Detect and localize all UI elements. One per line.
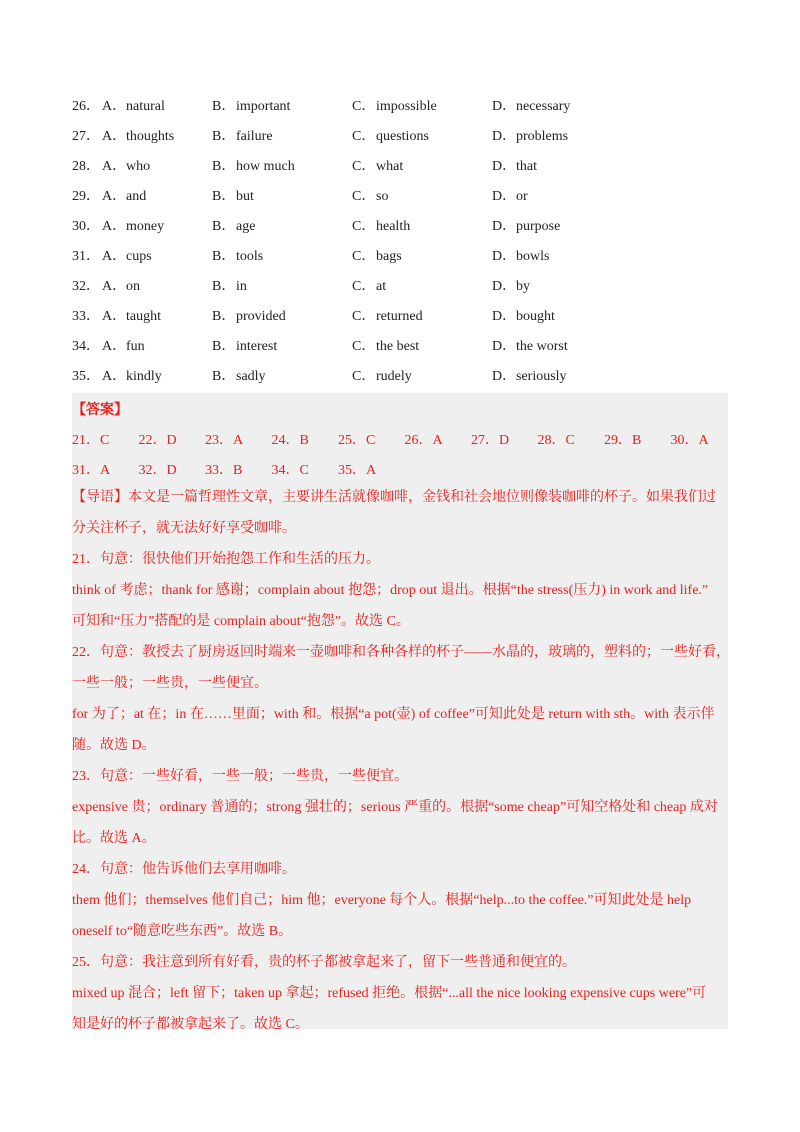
question-option-row <box>72 244 732 274</box>
option-letter: A． <box>102 279 127 294</box>
option-word: rudely <box>376 369 412 384</box>
option-choice <box>492 244 632 274</box>
question-option-row <box>72 274 732 304</box>
option-choice <box>352 304 492 334</box>
option-choice <box>352 334 492 364</box>
question-number: 30． <box>72 219 100 234</box>
option-letter: B． <box>212 309 236 324</box>
explanation-line: mixed up 混合；left 留下；taken up 拿起；refused 拒绝。根据“...all the nice looking expensive cups were”可 <box>72 986 707 1001</box>
option-word: the worst <box>516 339 568 354</box>
option-choice <box>212 154 352 184</box>
option-word: what <box>376 159 404 174</box>
option-letter: C． <box>352 279 376 294</box>
option-letter: B． <box>212 249 236 264</box>
explanation-line: 随。故选 D。 <box>72 738 156 753</box>
answer-key: 31．A <box>72 463 111 478</box>
question-number: 29． <box>72 189 100 204</box>
option-word: provided <box>236 309 286 324</box>
question-number: 27． <box>72 129 100 144</box>
guide-line: 分关注杯子，就无法好好享受咖啡。 <box>72 521 296 536</box>
option-choice <box>102 334 212 364</box>
option-choice <box>352 364 492 394</box>
option-choice <box>212 304 352 334</box>
option-letter: A． <box>102 219 127 234</box>
option-word: bags <box>376 249 402 264</box>
explanation-line: 24．句意：他告诉他们去享用咖啡。 <box>72 862 296 877</box>
option-choice <box>212 334 352 364</box>
option-letter: A． <box>102 99 127 114</box>
answer-heading: 【答案】 <box>72 403 128 418</box>
option-word: so <box>376 189 389 204</box>
option-choice <box>212 274 352 304</box>
option-choice <box>492 184 632 214</box>
option-letter: D． <box>492 339 517 354</box>
option-letter: A． <box>102 129 127 144</box>
option-word: important <box>236 99 291 114</box>
question-number: 26． <box>72 99 100 114</box>
option-choice <box>102 244 212 274</box>
option-letter: C． <box>352 99 376 114</box>
option-letter: B． <box>212 129 236 144</box>
option-word: necessary <box>516 99 571 114</box>
option-choice <box>492 364 632 394</box>
explanation-line: oneself to“随意吃些东西”。故选 B。 <box>72 924 293 939</box>
question-option-row <box>72 364 732 394</box>
option-word: how much <box>236 159 295 174</box>
answer-key: 21．C <box>72 433 110 448</box>
question-option-row <box>72 334 732 364</box>
option-letter: A． <box>102 369 127 384</box>
option-word: who <box>126 159 151 174</box>
answer-key-row-1 <box>72 429 737 449</box>
question-number: 31． <box>72 249 100 264</box>
option-letter: D． <box>492 369 517 384</box>
option-letter: C． <box>352 249 376 264</box>
option-word: by <box>516 279 530 294</box>
answer-key: 24．B <box>271 433 309 448</box>
option-choice <box>492 124 632 154</box>
option-choice <box>492 94 632 124</box>
answer-key: 30．A <box>670 433 709 448</box>
option-word: but <box>236 189 254 204</box>
option-word: cups <box>126 249 152 264</box>
explanation-line: expensive 贵；ordinary 普通的；strong 强壮的；serious 严重的。根据“some cheap”可知空格处和 cheap 成对 <box>72 800 718 815</box>
option-word: kindly <box>126 369 162 384</box>
option-word: problems <box>516 129 569 144</box>
answer-key: 34．C <box>271 463 309 478</box>
option-letter: C． <box>352 339 376 354</box>
question-number: 33． <box>72 309 100 324</box>
answer-key: 28．C <box>537 433 575 448</box>
option-letter: C． <box>352 159 376 174</box>
question-number: 35． <box>72 369 100 384</box>
question-option-row <box>72 214 732 244</box>
question-option-row <box>72 94 732 124</box>
answer-key: 23．A <box>205 433 244 448</box>
option-choice <box>352 184 492 214</box>
option-letter: C． <box>352 189 376 204</box>
option-letter: A． <box>102 189 127 204</box>
option-choice <box>492 334 632 364</box>
option-choice <box>102 274 212 304</box>
option-choice <box>352 154 492 184</box>
option-letter: D． <box>492 129 517 144</box>
option-word: sadly <box>236 369 266 384</box>
explanation-line: them 他们；themselves 他们自己；him 他；everyone 每个人。根据“help...to the coffee.”可知此处是 help <box>72 893 692 908</box>
answer-key: 27．D <box>471 433 510 448</box>
answer-key: 35．A <box>338 463 377 478</box>
option-word: impossible <box>376 99 437 114</box>
option-letter: D． <box>492 309 517 324</box>
answer-key: 25．C <box>338 433 376 448</box>
explanation-line: 可知和“压力”搭配的是 complain about“抱怨”。故选 C。 <box>72 614 410 629</box>
explanation-line: 22．句意：教授去了厨房返回时端来一壶咖啡和各种各样的杯子——水晶的，玻璃的，塑料的；一些好看， <box>72 645 730 660</box>
option-choice <box>212 184 352 214</box>
option-choice <box>212 214 352 244</box>
option-word: age <box>236 219 256 234</box>
option-word: fun <box>126 339 145 354</box>
options-list <box>72 94 732 394</box>
option-word: taught <box>126 309 161 324</box>
option-letter: D． <box>492 249 517 264</box>
answer-key: 29．B <box>604 433 642 448</box>
option-choice <box>102 154 212 184</box>
answer-section <box>72 393 730 1032</box>
guide-line: 【导语】本文是一篇哲理性文章，主要讲生活就像咖啡，金钱和社会地位则像装咖啡的杯子。如果我们过 <box>72 490 716 505</box>
option-choice <box>492 214 632 244</box>
question-option-row <box>72 154 732 184</box>
answer-key-row-2 <box>72 459 405 479</box>
option-word: tools <box>236 249 264 264</box>
option-choice <box>102 364 212 394</box>
option-choice <box>352 124 492 154</box>
answer-key: 22．D <box>138 433 177 448</box>
option-letter: B． <box>212 159 236 174</box>
option-choice <box>352 244 492 274</box>
option-letter: B． <box>212 99 236 114</box>
option-word: purpose <box>516 219 561 234</box>
option-word: questions <box>376 129 429 144</box>
question-number: 34． <box>72 339 100 354</box>
option-letter: D． <box>492 279 517 294</box>
option-word: returned <box>376 309 423 324</box>
option-choice <box>492 274 632 304</box>
option-choice <box>102 214 212 244</box>
option-letter: B． <box>212 189 236 204</box>
option-word: at <box>376 279 387 294</box>
option-letter: B． <box>212 279 236 294</box>
question-option-row <box>72 124 732 154</box>
option-choice <box>212 94 352 124</box>
option-letter: C． <box>352 309 376 324</box>
option-word: money <box>126 219 165 234</box>
option-choice <box>102 124 212 154</box>
option-word: health <box>376 219 411 234</box>
answer-key: 33．B <box>205 463 243 478</box>
option-word: and <box>126 189 147 204</box>
question-number: 32． <box>72 279 100 294</box>
option-word: seriously <box>516 369 567 384</box>
option-letter: B． <box>212 369 236 384</box>
answer-key: 32．D <box>138 463 177 478</box>
explanation-line: 21．句意：很快他们开始抱怨工作和生活的压力。 <box>72 552 380 567</box>
question-option-row <box>72 184 732 214</box>
explanation-line: for 为了；at 在；in 在……里面；with 和。根据“a pot(壶) of coffee”可知此处是 return with sth。with 表示伴 <box>72 707 715 722</box>
option-choice <box>212 124 352 154</box>
option-letter: B． <box>212 339 236 354</box>
option-word: or <box>516 189 528 204</box>
option-word: the best <box>376 339 420 354</box>
option-word: interest <box>236 339 278 354</box>
option-choice <box>212 364 352 394</box>
option-choice <box>492 304 632 334</box>
option-word: natural <box>126 99 165 114</box>
option-choice <box>352 214 492 244</box>
option-letter: A． <box>102 309 127 324</box>
option-word: bowls <box>516 249 550 264</box>
option-letter: A． <box>102 159 127 174</box>
option-word: failure <box>236 129 273 144</box>
option-choice <box>352 274 492 304</box>
guide-paragraph <box>72 482 728 544</box>
option-letter: D． <box>492 189 517 204</box>
option-letter: D． <box>492 159 517 174</box>
explanation-line: 25．句意：我注意到所有好看，贵的杯子都被拿起来了，留下一些普通和便宜的。 <box>72 955 576 970</box>
option-word: bought <box>516 309 555 324</box>
option-letter: D． <box>492 219 517 234</box>
option-choice <box>102 304 212 334</box>
option-choice <box>212 244 352 274</box>
explanation-line: 知是好的杯子都被拿起来了。故选 C。 <box>72 1017 309 1032</box>
option-choice <box>102 94 212 124</box>
option-letter: C． <box>352 219 376 234</box>
question-number: 28． <box>72 159 100 174</box>
explanation-line: 比。故选 A。 <box>72 831 156 846</box>
explanation-line: think of 考虑；thank for 感谢；complain about 抱怨；drop out 退出。根据“the stress(压力) in work and life.” <box>72 583 709 598</box>
option-word: that <box>516 159 537 174</box>
option-letter: A． <box>102 249 127 264</box>
option-letter: A． <box>102 339 127 354</box>
option-letter: D． <box>492 99 517 114</box>
option-word: on <box>126 279 140 294</box>
option-word: thoughts <box>126 129 175 144</box>
option-letter: C． <box>352 129 376 144</box>
option-choice <box>352 94 492 124</box>
explanation-line: 一些一般；一些贵，一些便宜。 <box>72 676 268 691</box>
option-letter: B． <box>212 219 236 234</box>
option-choice <box>102 184 212 214</box>
option-choice <box>492 154 632 184</box>
explanation-line: 23．句意：一些好看，一些一般；一些贵，一些便宜。 <box>72 769 408 784</box>
option-letter: C． <box>352 369 376 384</box>
option-word: in <box>236 279 247 294</box>
question-option-row <box>72 304 732 334</box>
explanations <box>72 544 728 1040</box>
answer-key: 26．A <box>404 433 443 448</box>
